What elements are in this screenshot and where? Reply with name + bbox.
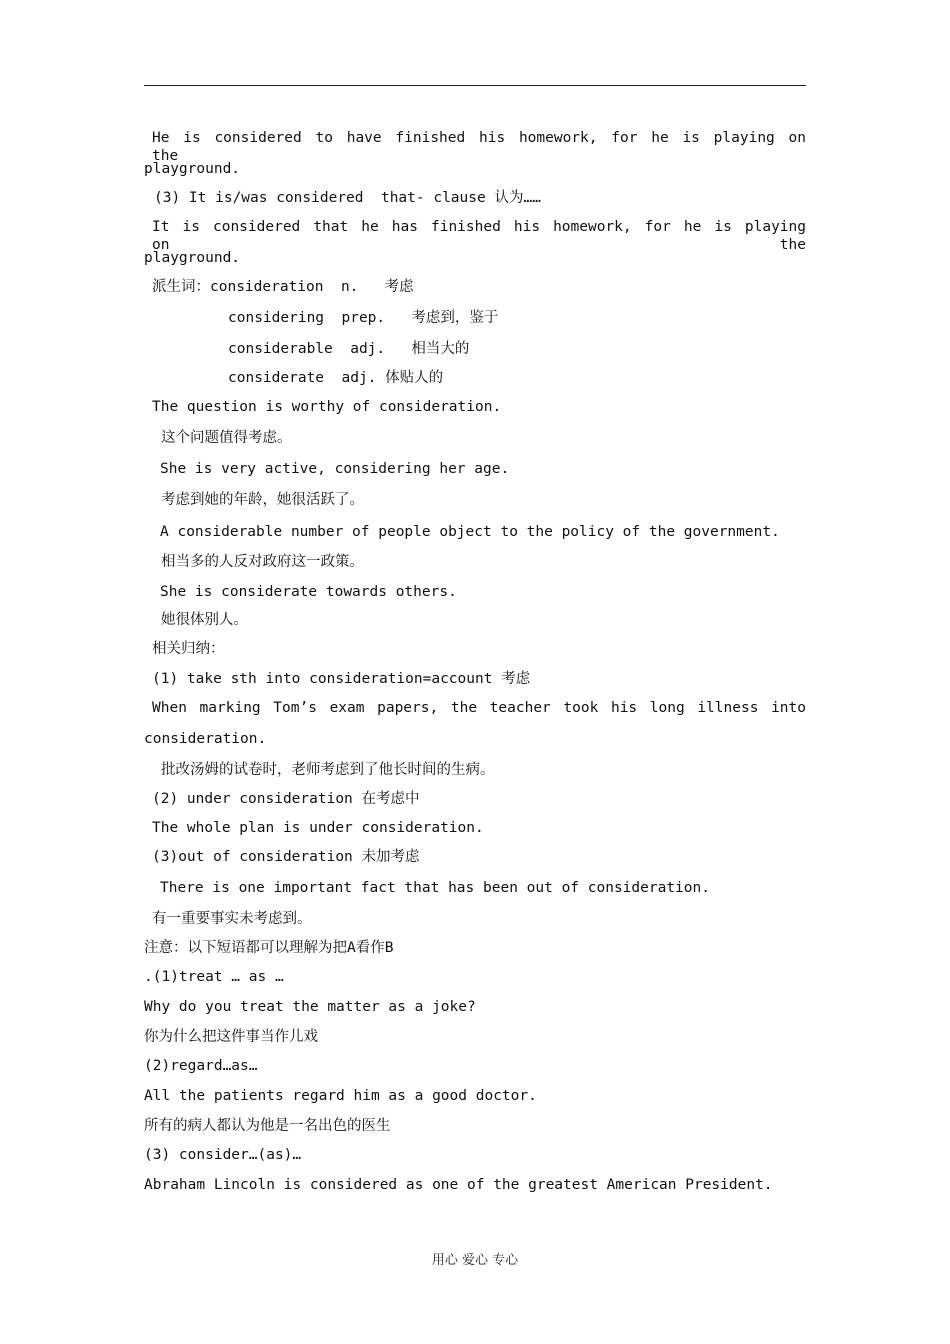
- header-rule: [144, 85, 806, 86]
- text-line: A considerable number of people object to the policy of the government.: [160, 524, 780, 540]
- text-line: considerate adj. 体贴人的: [228, 370, 444, 386]
- text-line: He is considered to have finished his homework, for he is playing on the: [152, 130, 806, 164]
- text-line: 所有的病人都认为他是一名出色的医生: [144, 1118, 391, 1134]
- text-line: 相关归纳：: [152, 641, 225, 657]
- text-line: (2)regard…as…: [144, 1058, 258, 1074]
- text-line: (3)out of consideration 未加考虑: [152, 849, 420, 865]
- text-line: 考虑到她的年龄，她很活跃了。: [161, 492, 364, 508]
- text-line: 注意：以下短语都可以理解为把A看作B: [144, 940, 394, 956]
- page-footer: 用心 爱心 专心: [431, 1253, 519, 1268]
- text-line: The question is worthy of consideration.: [152, 399, 502, 415]
- text-line: She is very active, considering her age.: [160, 461, 510, 477]
- text-line: Abraham Lincoln is considered as one of the greatest American President.: [144, 1177, 773, 1193]
- text-line: consideration.: [144, 731, 267, 747]
- text-line: 有一重要事实未考虑到。: [152, 911, 312, 927]
- text-line: .(1)treat … as …: [144, 969, 284, 985]
- text-line: There is one important fact that has been out of consideration.: [160, 880, 710, 896]
- text-line: 这个问题值得考虑。: [161, 430, 292, 446]
- text-line: She is considerate towards others.: [160, 584, 457, 600]
- text-line: considerable adj. 相当大的: [228, 341, 470, 357]
- text-line: All the patients regard him as a good doctor.: [144, 1088, 537, 1104]
- text-line: playground.: [144, 161, 241, 177]
- text-line: 相当多的人反对政府这一政策。: [161, 554, 364, 570]
- text-line: When marking Tom’s exam papers, the teacher took his long illness into: [152, 700, 806, 716]
- text-line: considering prep. 考虑到，鉴于: [228, 310, 499, 326]
- text-line: 批改汤姆的试卷时，老师考虑到了他长时间的生病。: [161, 762, 495, 778]
- text-line: (2) under consideration 在考虑中: [152, 791, 420, 807]
- text-line: 你为什么把这件事当作儿戏: [144, 1029, 318, 1045]
- text-line: Why do you treat the matter as a joke?: [144, 999, 476, 1015]
- text-line: The whole plan is under consideration.: [152, 820, 484, 836]
- text-line: (3) consider…(as)…: [144, 1147, 302, 1163]
- text-line: It is considered that he has finished his homework, for he is playing on the: [152, 219, 806, 253]
- text-line: 派生词：consideration n. 考虑: [152, 279, 414, 295]
- text-line: 她很体别人。: [161, 612, 248, 628]
- text-line: (1) take sth into consideration=account 考虑: [152, 671, 531, 687]
- text-line: playground.: [144, 250, 241, 266]
- text-line: (3) It is/was considered that- clause 认为……: [154, 190, 541, 206]
